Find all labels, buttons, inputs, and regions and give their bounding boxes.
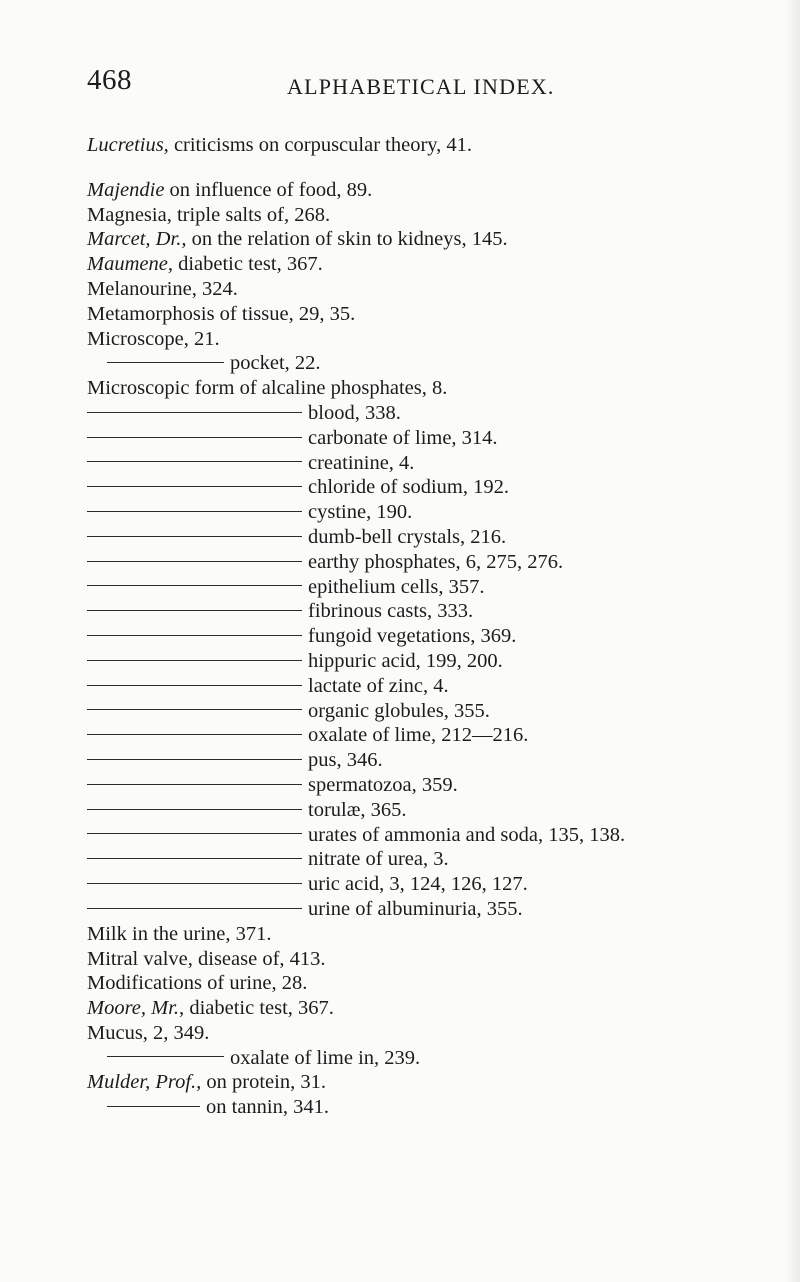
entry-author: Marcet, Dr., [87,228,187,251]
index-entry [87,971,777,996]
entry-text: chloride of sodium, 192. [308,476,509,499]
index-subentry [87,351,777,376]
entry-text: Melanourine, 324. [87,277,238,300]
index-subentry [87,823,777,848]
entry-text: pocket, 22. [230,352,321,375]
index-entry [87,327,777,352]
entry-text: on tannin, 341. [206,1096,329,1119]
index-subentry [87,872,777,897]
entry-author: Mulder, Prof., [87,1071,202,1094]
ditto-dash [87,610,302,611]
ditto-dash [107,1056,224,1057]
ditto-dash [87,635,302,636]
entry-text: on the relation of skin to kidneys, 145. [186,228,508,251]
entry-text: pus, 346. [308,749,383,772]
ditto-dash [87,536,302,537]
ditto-dash [87,486,302,487]
entry-text: dumb-bell crystals, 216. [308,525,507,548]
index-entry [87,277,777,302]
index-subentry [87,500,777,525]
ditto-dash [87,561,302,562]
entry-text: diabetic test, 367. [172,253,323,276]
index-entry [87,996,777,1021]
ditto-dash [87,685,302,686]
index-entry [87,227,777,252]
index-subentry [87,798,777,823]
index-subentry [87,699,777,724]
entry-text: Microscope, 21. [87,327,220,350]
index-entry [87,947,777,972]
entry-text: Magnesia, triple salts of, 268. [87,203,331,226]
entry-text: organic globules, 355. [308,699,490,722]
index-entry [87,376,777,401]
ditto-dash [87,759,302,760]
index-entry [87,178,777,203]
entry-text: criticisms on corpuscular theory, 41. [168,134,473,156]
entry-author: Maumene, [87,253,173,276]
entry-text: fungoid vegetations, 369. [308,625,517,648]
entry-text: earthy phosphates, 6, 275, 276. [308,550,564,573]
entry-text: diabetic test, 367. [184,997,334,1020]
index-entry [87,1021,777,1046]
index-subentry [87,674,777,699]
ditto-dash [87,784,302,785]
index-subentry [87,624,777,649]
ditto-dash [107,1106,200,1107]
entry-text: Microscopic form of alcaline phosphates, 8. [87,377,448,400]
entry-text: on protein, 31. [201,1071,326,1094]
entry-text: on influence of food, 89. [164,178,373,201]
index-subentry [87,599,777,624]
entry-text: nitrate of urea, 3. [308,848,449,871]
ditto-dash [87,858,302,859]
entry-text: Milk in the urine, 371. [87,922,272,945]
entry-text: cystine, 190. [308,501,413,524]
ditto-dash [87,734,302,735]
ditto-dash [87,461,302,462]
index-entry [87,203,777,228]
index-subentry [87,723,777,748]
entry-text: Mucus, 2, 349. [87,1021,210,1044]
index-entry [87,302,777,327]
index-entry [87,922,777,947]
index-subentry [87,1095,777,1120]
entry-text: Mitral valve, disease of, 413. [87,947,326,970]
index-subentry [87,773,777,798]
index-subentry [87,426,777,451]
index-entry [87,133,777,158]
index-subentry [87,525,777,550]
entry-text: uric acid, 3, 124, 126, 127. [308,873,528,896]
ditto-dash [87,660,302,661]
entry-author: Moore, Mr., [87,997,185,1020]
entry-author: Lucretius, [87,134,169,156]
entry-text: blood, 338. [308,401,401,424]
ditto-dash [87,511,302,512]
entry-text: oxalate of lime, 212—216. [308,724,529,747]
entry-text: torulæ, 365. [308,798,407,821]
ditto-dash [87,908,302,909]
ditto-dash [87,833,302,834]
entry-text: epithelium cells, 357. [308,575,485,598]
index-subentry [87,847,777,872]
entry-text: carbonate of lime, 314. [308,426,498,449]
ditto-dash [87,585,302,586]
index-subentry [87,649,777,674]
entry-text: Metamorphosis of tissue, 29, 35. [87,302,356,325]
ditto-dash [87,883,302,884]
index-subentry [87,401,777,426]
index-subentry [87,475,777,500]
page-number: 468 [87,64,132,96]
index-subentry [87,1046,777,1071]
index-subentry [87,748,777,773]
index-entries [87,133,777,1120]
index-subentry [87,575,777,600]
entry-text: spermatozoa, 359. [308,773,458,796]
index-subentry [87,550,777,575]
entry-text: hippuric acid, 199, 200. [308,649,503,672]
entry-text: lactate of zinc, 4. [308,674,449,697]
index-entry [87,252,777,277]
entry-text: fibrinous casts, 333. [308,600,474,623]
ditto-dash [87,412,302,413]
ditto-dash [107,362,224,363]
page-edge-shadow [786,0,800,1282]
entry-text: Modifications of urine, 28. [87,972,308,995]
index-subentry [87,897,777,922]
running-head: ALPHABETICAL INDEX. [287,74,555,99]
entry-text: creatinine, 4. [308,451,415,474]
entry-text: urates of ammonia and soda, 135, 138. [308,823,626,846]
ditto-dash [87,437,302,438]
index-subentry [87,451,777,476]
entry-text: urine of albuminuria, 355. [308,897,523,920]
ditto-dash [87,709,302,710]
entry-text: oxalate of lime in, 239. [230,1046,421,1069]
index-entry [87,1070,777,1095]
ditto-dash [87,809,302,810]
entry-author: Majendie [87,178,165,201]
